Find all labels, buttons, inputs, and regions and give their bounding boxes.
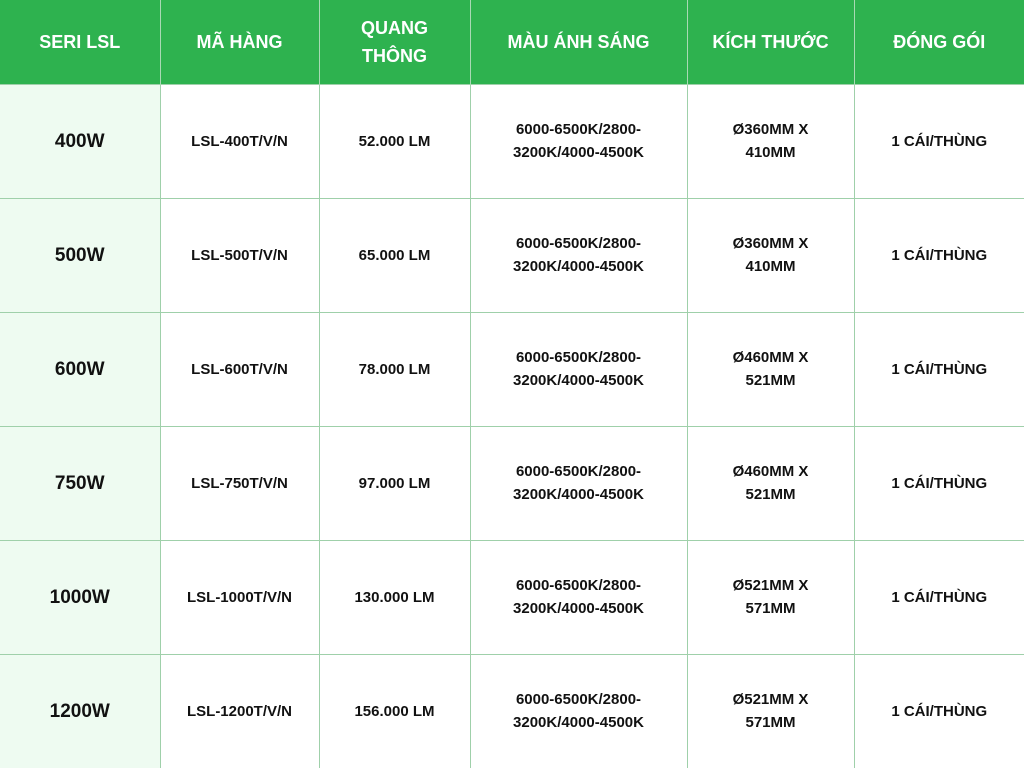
table-row: [0, 654, 1024, 768]
cell-ma-hang: LSL-750T/V/N: [160, 426, 319, 540]
cell-kich-thuoc: [687, 654, 854, 768]
header-mau-anh-sang: MÀU ÁNH SÁNG: [470, 0, 687, 84]
cell-dong-goi: 1 CÁI/THÙNG: [854, 426, 1024, 540]
cell-quang-thong: 130.000 LM: [319, 540, 470, 654]
table-row: [0, 312, 1024, 426]
cell-kich-thuoc-line-2: 410MM: [745, 258, 796, 275]
cell-mau-anh-sang: [470, 312, 687, 426]
table-header: [0, 0, 1024, 84]
cell-mau-anh-sang-line-2: 3200K/4000-4500K: [513, 258, 644, 275]
table-body: [0, 84, 1024, 768]
cell-mau-anh-sang-line-1: 6000-6500K/2800-: [515, 349, 642, 366]
header-quang-thong: [319, 0, 470, 84]
cell-mau-anh-sang: [470, 426, 687, 540]
cell-ma-hang: LSL-400T/V/N: [160, 84, 319, 198]
cell-mau-anh-sang: [470, 654, 687, 768]
cell-quang-thong: 156.000 LM: [319, 654, 470, 768]
cell-mau-anh-sang-line-1: 6000-6500K/2800-: [515, 463, 642, 480]
table-row: [0, 426, 1024, 540]
cell-kich-thuoc: [687, 312, 854, 426]
cell-mau-anh-sang-line-1: 6000-6500K/2800-: [515, 577, 642, 594]
cell-quang-thong: 78.000 LM: [319, 312, 470, 426]
cell-seri: 1000W: [0, 540, 160, 654]
header-dong-goi: ĐÓNG GÓI: [854, 0, 1024, 84]
cell-ma-hang: LSL-600T/V/N: [160, 312, 319, 426]
cell-ma-hang: LSL-500T/V/N: [160, 198, 319, 312]
cell-kich-thuoc-line-1: Ø521MM X: [732, 691, 809, 709]
cell-mau-anh-sang-line-2: 3200K/4000-4500K: [513, 486, 644, 503]
header-quang-thong-line-1: QUANG: [361, 17, 428, 38]
cell-seri: 1200W: [0, 654, 160, 768]
cell-quang-thong: 65.000 LM: [319, 198, 470, 312]
cell-kich-thuoc-line-1: Ø460MM X: [732, 349, 809, 366]
header-quang-thong-line-2: THÔNG: [362, 45, 427, 66]
cell-seri: 750W: [0, 426, 160, 540]
table-row: [0, 198, 1024, 312]
cell-mau-anh-sang-line-2: 3200K/4000-4500K: [513, 600, 644, 617]
cell-dong-goi: 1 CÁI/THÙNG: [854, 654, 1024, 768]
cell-mau-anh-sang: [470, 198, 687, 312]
cell-kich-thuoc: [687, 198, 854, 312]
cell-seri: 600W: [0, 312, 160, 426]
cell-ma-hang: LSL-1200T/V/N: [160, 654, 319, 768]
cell-kich-thuoc-line-1: Ø360MM X: [732, 121, 809, 138]
cell-dong-goi: 1 CÁI/THÙNG: [854, 540, 1024, 654]
cell-mau-anh-sang: [470, 540, 687, 654]
cell-kich-thuoc-line-2: 410MM: [745, 144, 796, 161]
cell-kich-thuoc: [687, 84, 854, 198]
cell-dong-goi: 1 CÁI/THÙNG: [854, 84, 1024, 198]
cell-quang-thong: 52.000 LM: [319, 84, 470, 198]
cell-quang-thong: 97.000 LM: [319, 426, 470, 540]
cell-kich-thuoc-line-2: 521MM: [745, 372, 796, 389]
cell-kich-thuoc: [687, 540, 854, 654]
table-row: [0, 84, 1024, 198]
cell-mau-anh-sang-line-1: 6000-6500K/2800-: [515, 235, 642, 252]
cell-seri: 500W: [0, 198, 160, 312]
cell-mau-anh-sang-line-1: 6000-6500K/2800-: [515, 121, 642, 138]
header-row: [0, 0, 1024, 84]
table-row: [0, 540, 1024, 654]
cell-kich-thuoc-line-1: Ø460MM X: [732, 463, 809, 480]
cell-kich-thuoc-line-2: 521MM: [745, 486, 796, 503]
cell-kich-thuoc-line-2: 571MM: [745, 714, 796, 732]
cell-kich-thuoc-line-1: Ø360MM X: [732, 235, 809, 252]
cell-seri: 400W: [0, 84, 160, 198]
cell-kich-thuoc-line-2: 571MM: [745, 600, 796, 617]
header-seri: SERI LSL: [0, 0, 160, 84]
cell-mau-anh-sang: [470, 84, 687, 198]
cell-kich-thuoc-line-1: Ø521MM X: [732, 577, 809, 594]
cell-mau-anh-sang-line-2: 3200K/4000-4500K: [513, 144, 644, 161]
cell-mau-anh-sang-line-2: 3200K/4000-4500K: [513, 714, 644, 732]
header-ma-hang: MÃ HÀNG: [160, 0, 319, 84]
cell-dong-goi: 1 CÁI/THÙNG: [854, 198, 1024, 312]
header-kich-thuoc: KÍCH THƯỚC: [687, 0, 854, 84]
cell-dong-goi: 1 CÁI/THÙNG: [854, 312, 1024, 426]
cell-ma-hang: LSL-1000T/V/N: [160, 540, 319, 654]
cell-mau-anh-sang-line-1: 6000-6500K/2800-: [515, 691, 642, 709]
cell-kich-thuoc: [687, 426, 854, 540]
cell-mau-anh-sang-line-2: 3200K/4000-4500K: [513, 372, 644, 389]
